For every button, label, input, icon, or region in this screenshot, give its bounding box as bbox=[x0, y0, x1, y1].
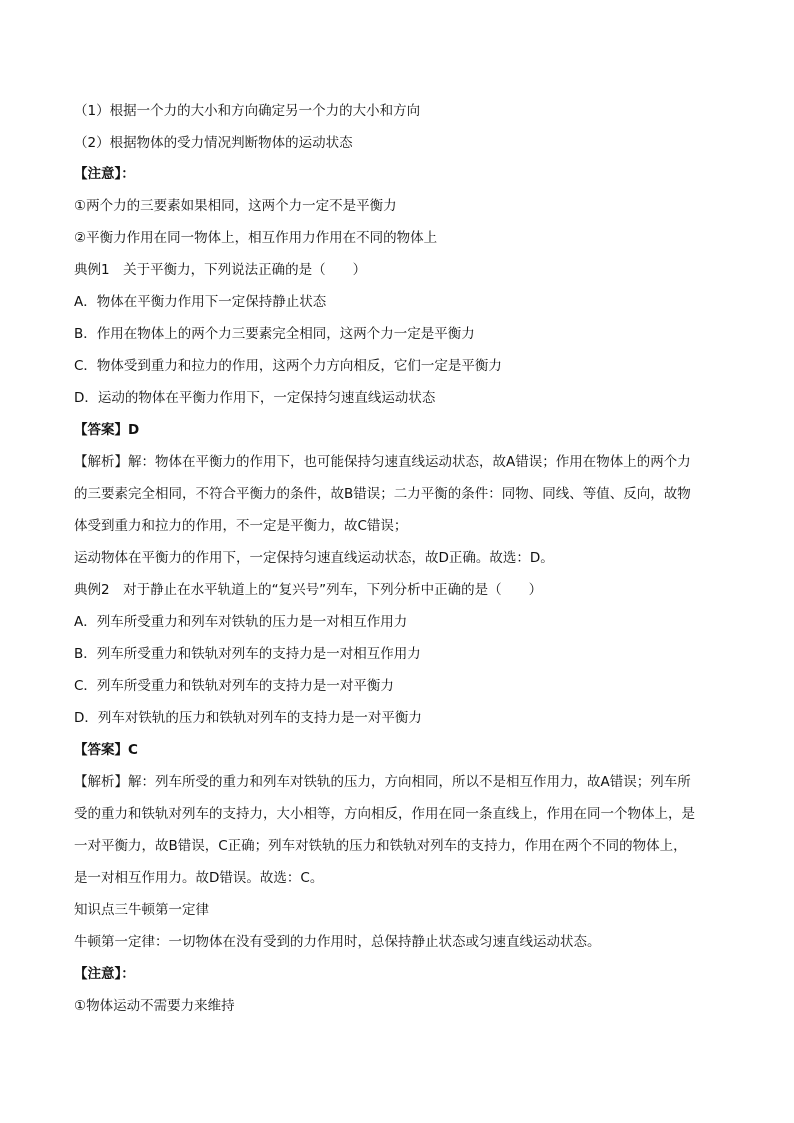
explanation-line: 【解析】解：列车所受的重力和列车对铁轨的压力，方向相同，所以不是相互作用力，故A错误；列车所 bbox=[74, 774, 691, 790]
note-heading: 【注意】： bbox=[74, 966, 135, 982]
answer: 【答案】D bbox=[74, 422, 140, 438]
explanation-line: 【解析】解：物体在平衡力的作用下，也可能保持匀速直线运动状态，故A错误；作用在物体上的两个力 bbox=[74, 454, 691, 470]
text-line: ①物体运动不需要力来维持 bbox=[74, 998, 235, 1014]
text-line: ①两个力的三要素如果相同，这两个力一定不是平衡力 bbox=[74, 198, 397, 214]
section-heading: 知识点三牛顿第一定律 bbox=[74, 902, 209, 918]
explanation-line: 是一对相互作用力。故D错误。故选：C。 bbox=[74, 870, 324, 886]
option-d: D．列车对铁轨的压力和铁轨对列车的支持力是一对平衡力 bbox=[74, 710, 422, 726]
option-d: D．运动的物体在平衡力作用下，一定保持匀速直线运动状态 bbox=[74, 390, 436, 406]
law-statement: 牛顿第一定律：一切物体在没有受到的力作用时，总保持静止状态或匀速直线运动状态。 bbox=[74, 934, 601, 950]
option-b: B．列车所受重力和铁轨对列车的支持力是一对相互作用力 bbox=[74, 646, 421, 662]
option-c: C．列车所受重力和铁轨对列车的支持力是一对平衡力 bbox=[74, 678, 394, 694]
explanation-line: 受的重力和铁轨对列车的支持力，大小相等，方向相反，作用在同一条直线上，作用在同一个物体上，是 bbox=[74, 806, 695, 822]
answer: 【答案】C bbox=[74, 742, 138, 758]
option-c: C．物体受到重力和拉力的作用，这两个力方向相反，它们一定是平衡力 bbox=[74, 358, 502, 374]
explanation-line: 一对平衡力，故B错误，C正确；列车对铁轨的压力和铁轨对列车的支持力，作用在两个不同的物体上， bbox=[74, 838, 687, 854]
explanation-line: 的三要素完全相同，不符合平衡力的条件，故B错误；二力平衡的条件：同物、同线、等值、反向，故物 bbox=[74, 486, 691, 502]
text-line: ②平衡力作用在同一物体上，相互作用力作用在不同的物体上 bbox=[74, 230, 438, 246]
option-a: A．列车所受重力和列车对铁轨的压力是一对相互作用力 bbox=[74, 614, 408, 630]
note-heading: 【注意】： bbox=[74, 166, 135, 182]
text-line: （2）根据物体的受力情况判断物体的运动状态 bbox=[74, 135, 353, 151]
text-line: （1）根据一个力的大小和方向确定另一个力的大小和方向 bbox=[74, 103, 421, 119]
example-heading: 典例1 关于平衡力，下列说法正确的是（ ） bbox=[74, 262, 367, 278]
explanation-line: 运动物体在平衡力的作用下，一定保持匀速直线运动状态，故D正确。故选：D。 bbox=[74, 550, 554, 566]
option-b: B．作用在物体上的两个力三要素完全相同，这两个力一定是平衡力 bbox=[74, 326, 475, 342]
explanation-line: 体受到重力和拉力的作用，不一定是平衡力，故C错误； bbox=[74, 518, 408, 534]
example-heading: 典例2 对于静止在水平轨道上的“复兴号”列车，下列分析中正确的是（ ） bbox=[74, 582, 543, 598]
option-a: A．物体在平衡力作用下一定保持静止状态 bbox=[74, 294, 327, 310]
